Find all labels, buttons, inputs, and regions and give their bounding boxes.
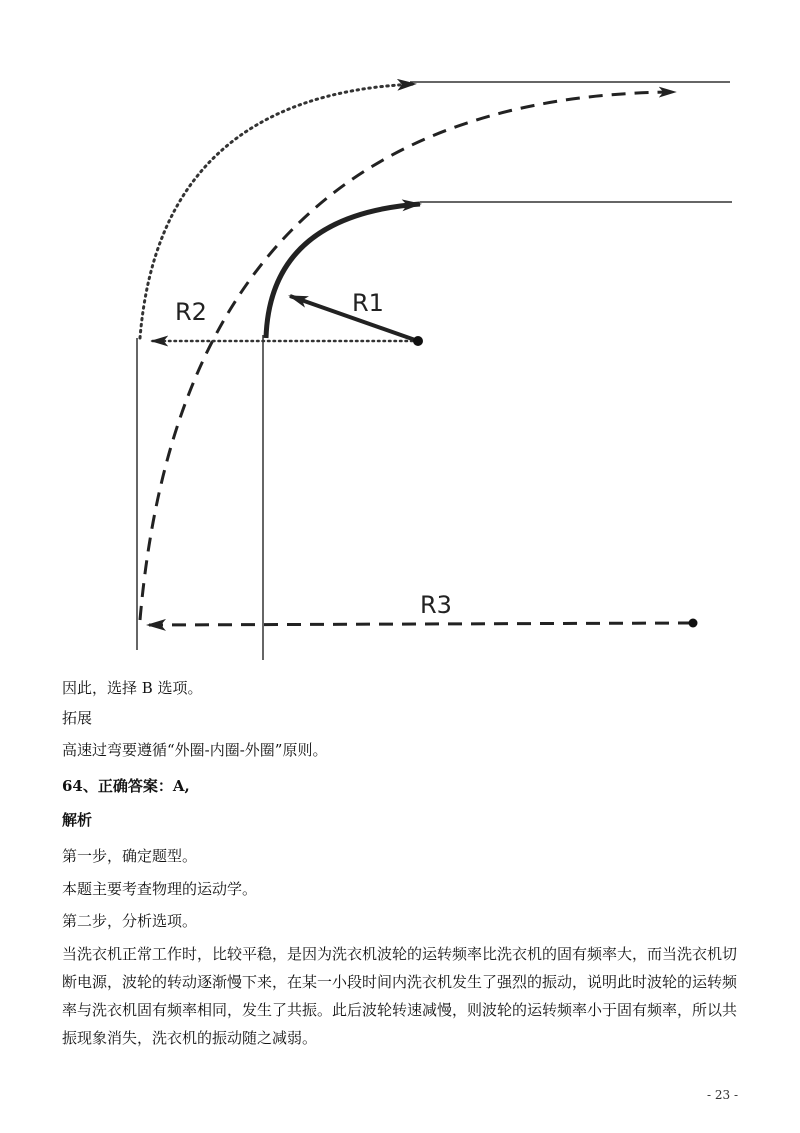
label-r3: R3 — [420, 591, 452, 619]
text-line-analysis-heading: 解析 — [62, 811, 93, 829]
center-point-r1-r2 — [413, 336, 423, 346]
text-line-conclusion: 因此，选择 B 选项。 — [62, 679, 203, 697]
analysis-paragraph: 当洗衣机正常工作时，比较平稳，是因为洗衣机波轮的运转频率比洗衣机的固有频率大，而当洗衣机切断电源，波轮的转动逐渐慢下来，在某一小段时间内洗衣机发生了强烈的振动，说明此时波轮的运转频率与洗衣机固有频率相同，发生了共振。此后波轮转速减慢，则波轮的运转频率小于固有频率，所以共振现象消失，洗衣机的振动随之减弱。 — [62, 945, 738, 1047]
text-line-topic: 本题主要考查物理的运动学。 — [62, 880, 258, 898]
text-line-extension-body: 高速过弯要遵循“外圈-内圈-外圈”原则。 — [62, 741, 328, 759]
page-number: - 23 - — [706, 1088, 738, 1102]
text-line-extension-heading: 拓展 — [62, 709, 93, 727]
radius-r3-line — [148, 623, 692, 625]
label-r1: R1 — [352, 289, 384, 317]
inner-solid-arc — [266, 204, 420, 338]
center-point-r3 — [689, 619, 698, 628]
racing-line-dashed-arc — [140, 92, 675, 620]
text-line-step-one: 第一步，确定题型。 — [62, 847, 198, 865]
label-r2: R2 — [175, 298, 207, 326]
text-line-step-two: 第二步，分析选项。 — [62, 912, 198, 930]
text-line-answer-64: 64、正确答案：A, — [62, 777, 190, 795]
